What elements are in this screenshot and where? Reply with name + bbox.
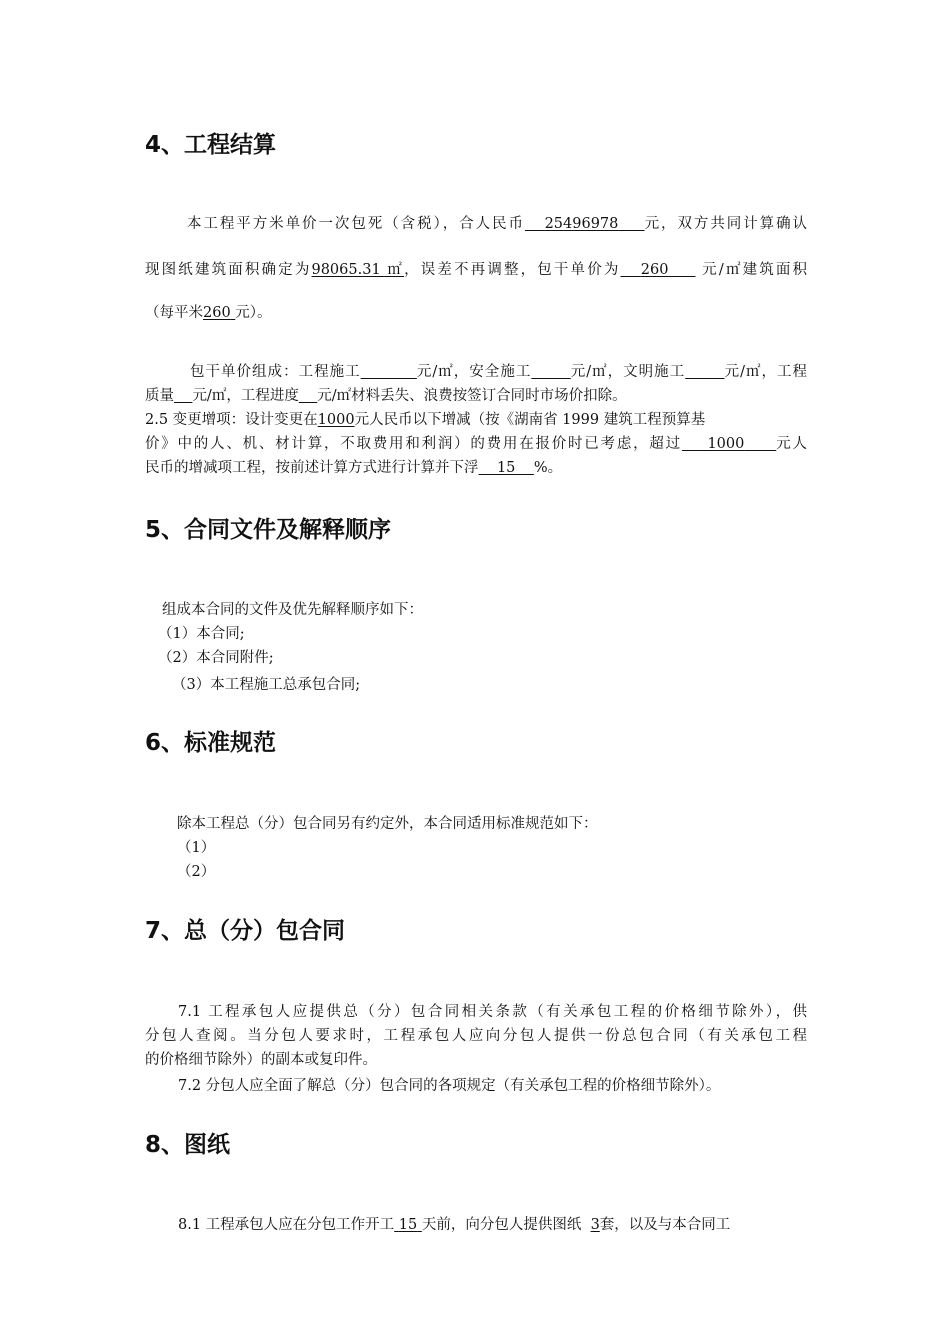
settlement-paragraph-line-3: （每平米260 元）。 [145, 305, 272, 321]
standards-item-1: （1） [177, 840, 216, 856]
section-6-heading: 6、标准规范 [145, 730, 277, 756]
standards-intro: 除本工程总（分）包合同另有约定外，本合同适用标准规范如下： [177, 816, 598, 832]
progress-blank [299, 388, 317, 404]
variation-line-3: 民币的增减项工程，按前述计算方式进行计算并下浮 15 %。 [145, 460, 563, 476]
drawings-clause-8-1-line-1: 8.1 工程承包人应在分包工作开工 15 天前，向分包人提供图纸 3套，以及与本合同工 [178, 1217, 731, 1233]
contract-document-item-2: （2）本合同附件; [158, 650, 274, 666]
variation-line-2: 价》中的人、机、材计算，不取费用和利润）的费用在报价时已考虑，超过 1000 元人 [145, 436, 808, 452]
section-8-heading: 8、图纸 [145, 1132, 231, 1158]
quality-blank [174, 388, 192, 404]
price-per-square-meter: 260 [203, 305, 231, 321]
contract-documents-intro: 组成本合同的文件及优先解释顺序如下： [162, 602, 423, 618]
settlement-paragraph-line-2: 现图纸建筑面积确定为98065.31 ㎡，误差不再调整，包干单价为 260 元/㎡建筑面积 [145, 262, 808, 278]
days-before-start: 15 [398, 1217, 418, 1233]
safety-blank [531, 364, 570, 380]
variation-threshold-2: 1000 [707, 436, 745, 452]
discount-percent: 15 [496, 460, 516, 476]
standards-item-2: （2） [177, 864, 216, 880]
section-7-heading: 7、总（分）包合同 [145, 918, 346, 944]
civilized-blank [685, 364, 724, 380]
main-contract-clause-7-2: 7.2 分包人应全面了解总（分）包合同的各项规定（有关承包工程的价格细节除外）。 [178, 1078, 721, 1094]
price-composition-line-1: 包干单价组成：工程施工 元/㎡，安全施工 元/㎡，文明施工 元/㎡，工程 [190, 364, 808, 380]
contract-document-item-3: （3）本工程施工总承包合同; [172, 677, 361, 693]
contract-document-item-1: （1）本合同; [158, 626, 245, 642]
construction-blank [361, 364, 417, 380]
main-contract-clause-7-1-line-1: 7.1 工程承包人应提供总（分）包合同相关条款（有关承包工程的价格细节除外），供 [178, 1004, 807, 1020]
main-contract-clause-7-1-line-2: 分包人查阅。当分包人要求时，工程承包人应向分包人提供一份总包合同（有关承包工程 [145, 1028, 807, 1044]
variation-threshold-1: 1000 [317, 412, 355, 428]
building-area: 98065.31 ㎡ [311, 262, 405, 278]
main-contract-clause-7-1-line-3: 的价格细节除外）的副本或复印件。 [145, 1052, 377, 1068]
section-5-heading: 5、合同文件及解释顺序 [145, 517, 392, 543]
price-composition-line-2: 质量 元/㎡，工程进度 元/㎡材料丢失、浪费按签订合同时市场价扣除。 [145, 388, 627, 404]
unit-price: 260 [640, 262, 669, 278]
settlement-paragraph-line-1: 本工程平方米单价一次包死（含税），合人民币 25496978 元，双方共同计算确认 [187, 216, 808, 232]
section-4-heading: 4、工程结算 [145, 132, 277, 158]
drawing-sets: 3 [590, 1217, 600, 1233]
total-amount: 25496978 [544, 216, 619, 232]
variation-line-1: 2.5 变更增项：设计变更在1000元人民币以下增减（按《湖南省 1999 建筑工程预算基 [145, 412, 706, 428]
